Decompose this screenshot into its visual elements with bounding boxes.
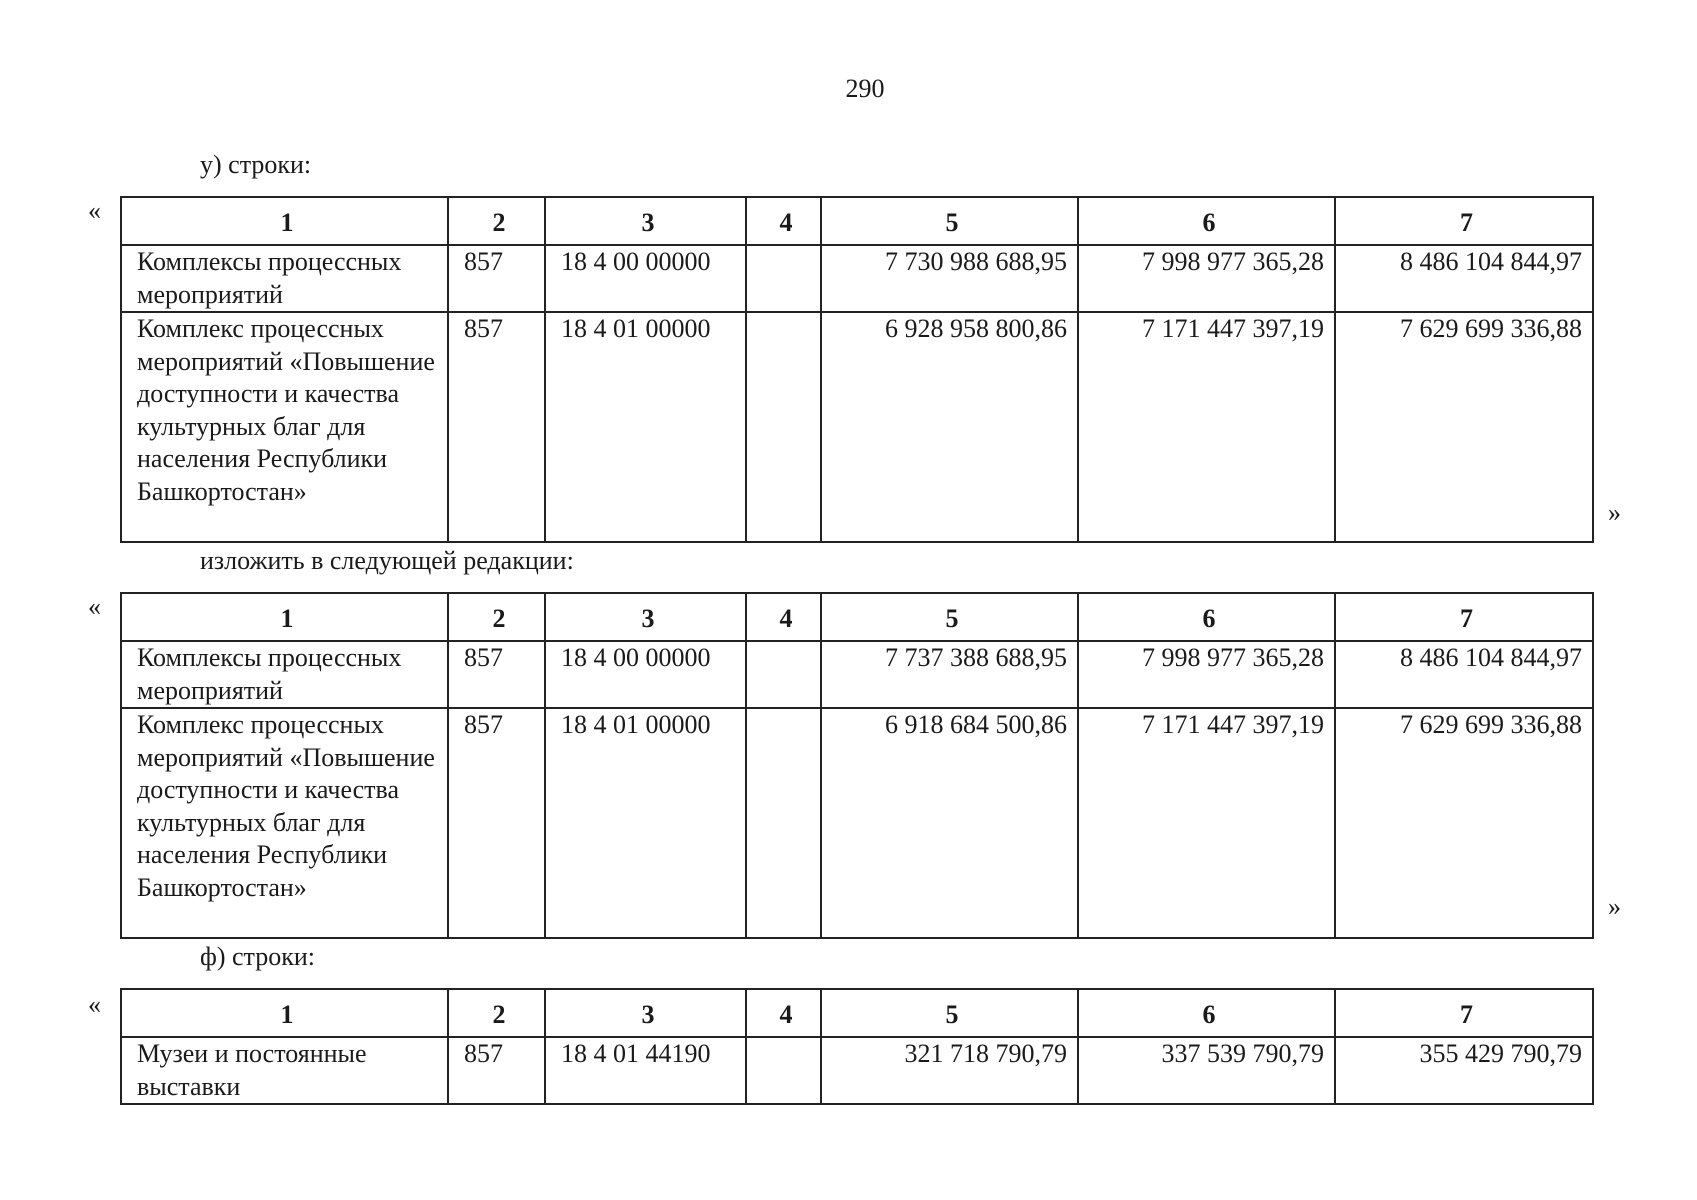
target-code-cell: 18 4 01 00000 xyxy=(545,708,746,938)
expense-type-cell xyxy=(746,708,821,938)
budget-table-revised xyxy=(120,592,1594,939)
admin-code-cell: 857 xyxy=(448,245,545,312)
target-code-cell: 18 4 00 00000 xyxy=(545,641,746,708)
header-cell: 1 xyxy=(121,197,448,245)
header-cell: 7 xyxy=(1335,989,1593,1037)
admin-code-cell: 857 xyxy=(448,312,545,542)
amount-cell: 7 998 977 365,28 xyxy=(1078,245,1335,312)
header-cell: 3 xyxy=(545,197,746,245)
target-code-cell: 18 4 01 00000 xyxy=(545,312,746,542)
header-cell: 1 xyxy=(121,989,448,1037)
admin-code-cell: 857 xyxy=(448,708,545,938)
row-name-cell: Комплекс процессных мероприятий «Повышение доступности и качества культурных благ для населения Республики Башкортостан» xyxy=(121,708,448,938)
open-quote: « xyxy=(88,990,101,1019)
amount-cell: 7 737 388 688,95 xyxy=(821,641,1078,708)
budget-table-museums xyxy=(120,988,1594,1105)
header-cell: 7 xyxy=(1335,197,1593,245)
table-header-row xyxy=(121,197,1593,245)
table-header-row xyxy=(121,989,1593,1037)
amount-cell: 321 718 790,79 xyxy=(821,1037,1078,1104)
expense-type-cell xyxy=(746,312,821,542)
row-name-cell: Комплексы процессных мероприятий xyxy=(121,641,448,708)
header-cell: 4 xyxy=(746,989,821,1037)
header-cell: 6 xyxy=(1078,197,1335,245)
expense-type-cell xyxy=(746,641,821,708)
header-cell: 1 xyxy=(121,593,448,641)
open-quote: « xyxy=(88,196,101,225)
row-name-cell: Музеи и постоянные выставки xyxy=(121,1037,448,1104)
close-quote: » xyxy=(1608,498,1621,527)
amount-cell: 6 928 958 800,86 xyxy=(821,312,1078,542)
row-name-cell: Комплексы процессных мероприятий xyxy=(121,245,448,312)
amount-cell: 7 629 699 336,88 xyxy=(1335,708,1593,938)
amount-cell: 6 918 684 500,86 xyxy=(821,708,1078,938)
header-cell: 6 xyxy=(1078,989,1335,1037)
header-cell: 2 xyxy=(448,197,545,245)
amount-cell: 8 486 104 844,97 xyxy=(1335,245,1593,312)
amount-cell: 8 486 104 844,97 xyxy=(1335,641,1593,708)
amount-cell: 7 171 447 397,19 xyxy=(1078,312,1335,542)
header-cell: 5 xyxy=(821,989,1078,1037)
section-caption: изложить в следующей редакции: xyxy=(200,546,574,575)
target-code-cell: 18 4 00 00000 xyxy=(545,245,746,312)
amount-cell: 7 998 977 365,28 xyxy=(1078,641,1335,708)
table-row xyxy=(121,1037,1593,1104)
header-cell: 5 xyxy=(821,197,1078,245)
open-quote: « xyxy=(88,592,101,621)
header-cell: 2 xyxy=(448,989,545,1037)
header-cell: 7 xyxy=(1335,593,1593,641)
header-cell: 6 xyxy=(1078,593,1335,641)
table-row xyxy=(121,708,1593,938)
header-cell: 2 xyxy=(448,593,545,641)
amount-cell: 7 171 447 397,19 xyxy=(1078,708,1335,938)
row-name-cell: Комплекс процессных мероприятий «Повышение доступности и качества культурных благ для населения Республики Башкортостан» xyxy=(121,312,448,542)
expense-type-cell xyxy=(746,1037,821,1104)
amount-cell: 7 730 988 688,95 xyxy=(821,245,1078,312)
header-cell: 3 xyxy=(545,593,746,641)
amount-cell: 337 539 790,79 xyxy=(1078,1037,1335,1104)
table-header-row xyxy=(121,593,1593,641)
header-cell: 4 xyxy=(746,197,821,245)
table-row xyxy=(121,641,1593,708)
admin-code-cell: 857 xyxy=(448,641,545,708)
table-row xyxy=(121,245,1593,312)
section-caption: ф) строки: xyxy=(200,942,315,971)
budget-table-original xyxy=(120,196,1594,543)
admin-code-cell: 857 xyxy=(448,1037,545,1104)
header-cell: 5 xyxy=(821,593,1078,641)
close-quote: » xyxy=(1608,892,1621,921)
table-row xyxy=(121,312,1593,542)
header-cell: 3 xyxy=(545,989,746,1037)
section-caption: у) строки: xyxy=(200,150,312,179)
header-cell: 4 xyxy=(746,593,821,641)
page-number: 290 xyxy=(845,74,885,103)
expense-type-cell xyxy=(746,245,821,312)
amount-cell: 355 429 790,79 xyxy=(1335,1037,1593,1104)
target-code-cell: 18 4 01 44190 xyxy=(545,1037,746,1104)
amount-cell: 7 629 699 336,88 xyxy=(1335,312,1593,542)
